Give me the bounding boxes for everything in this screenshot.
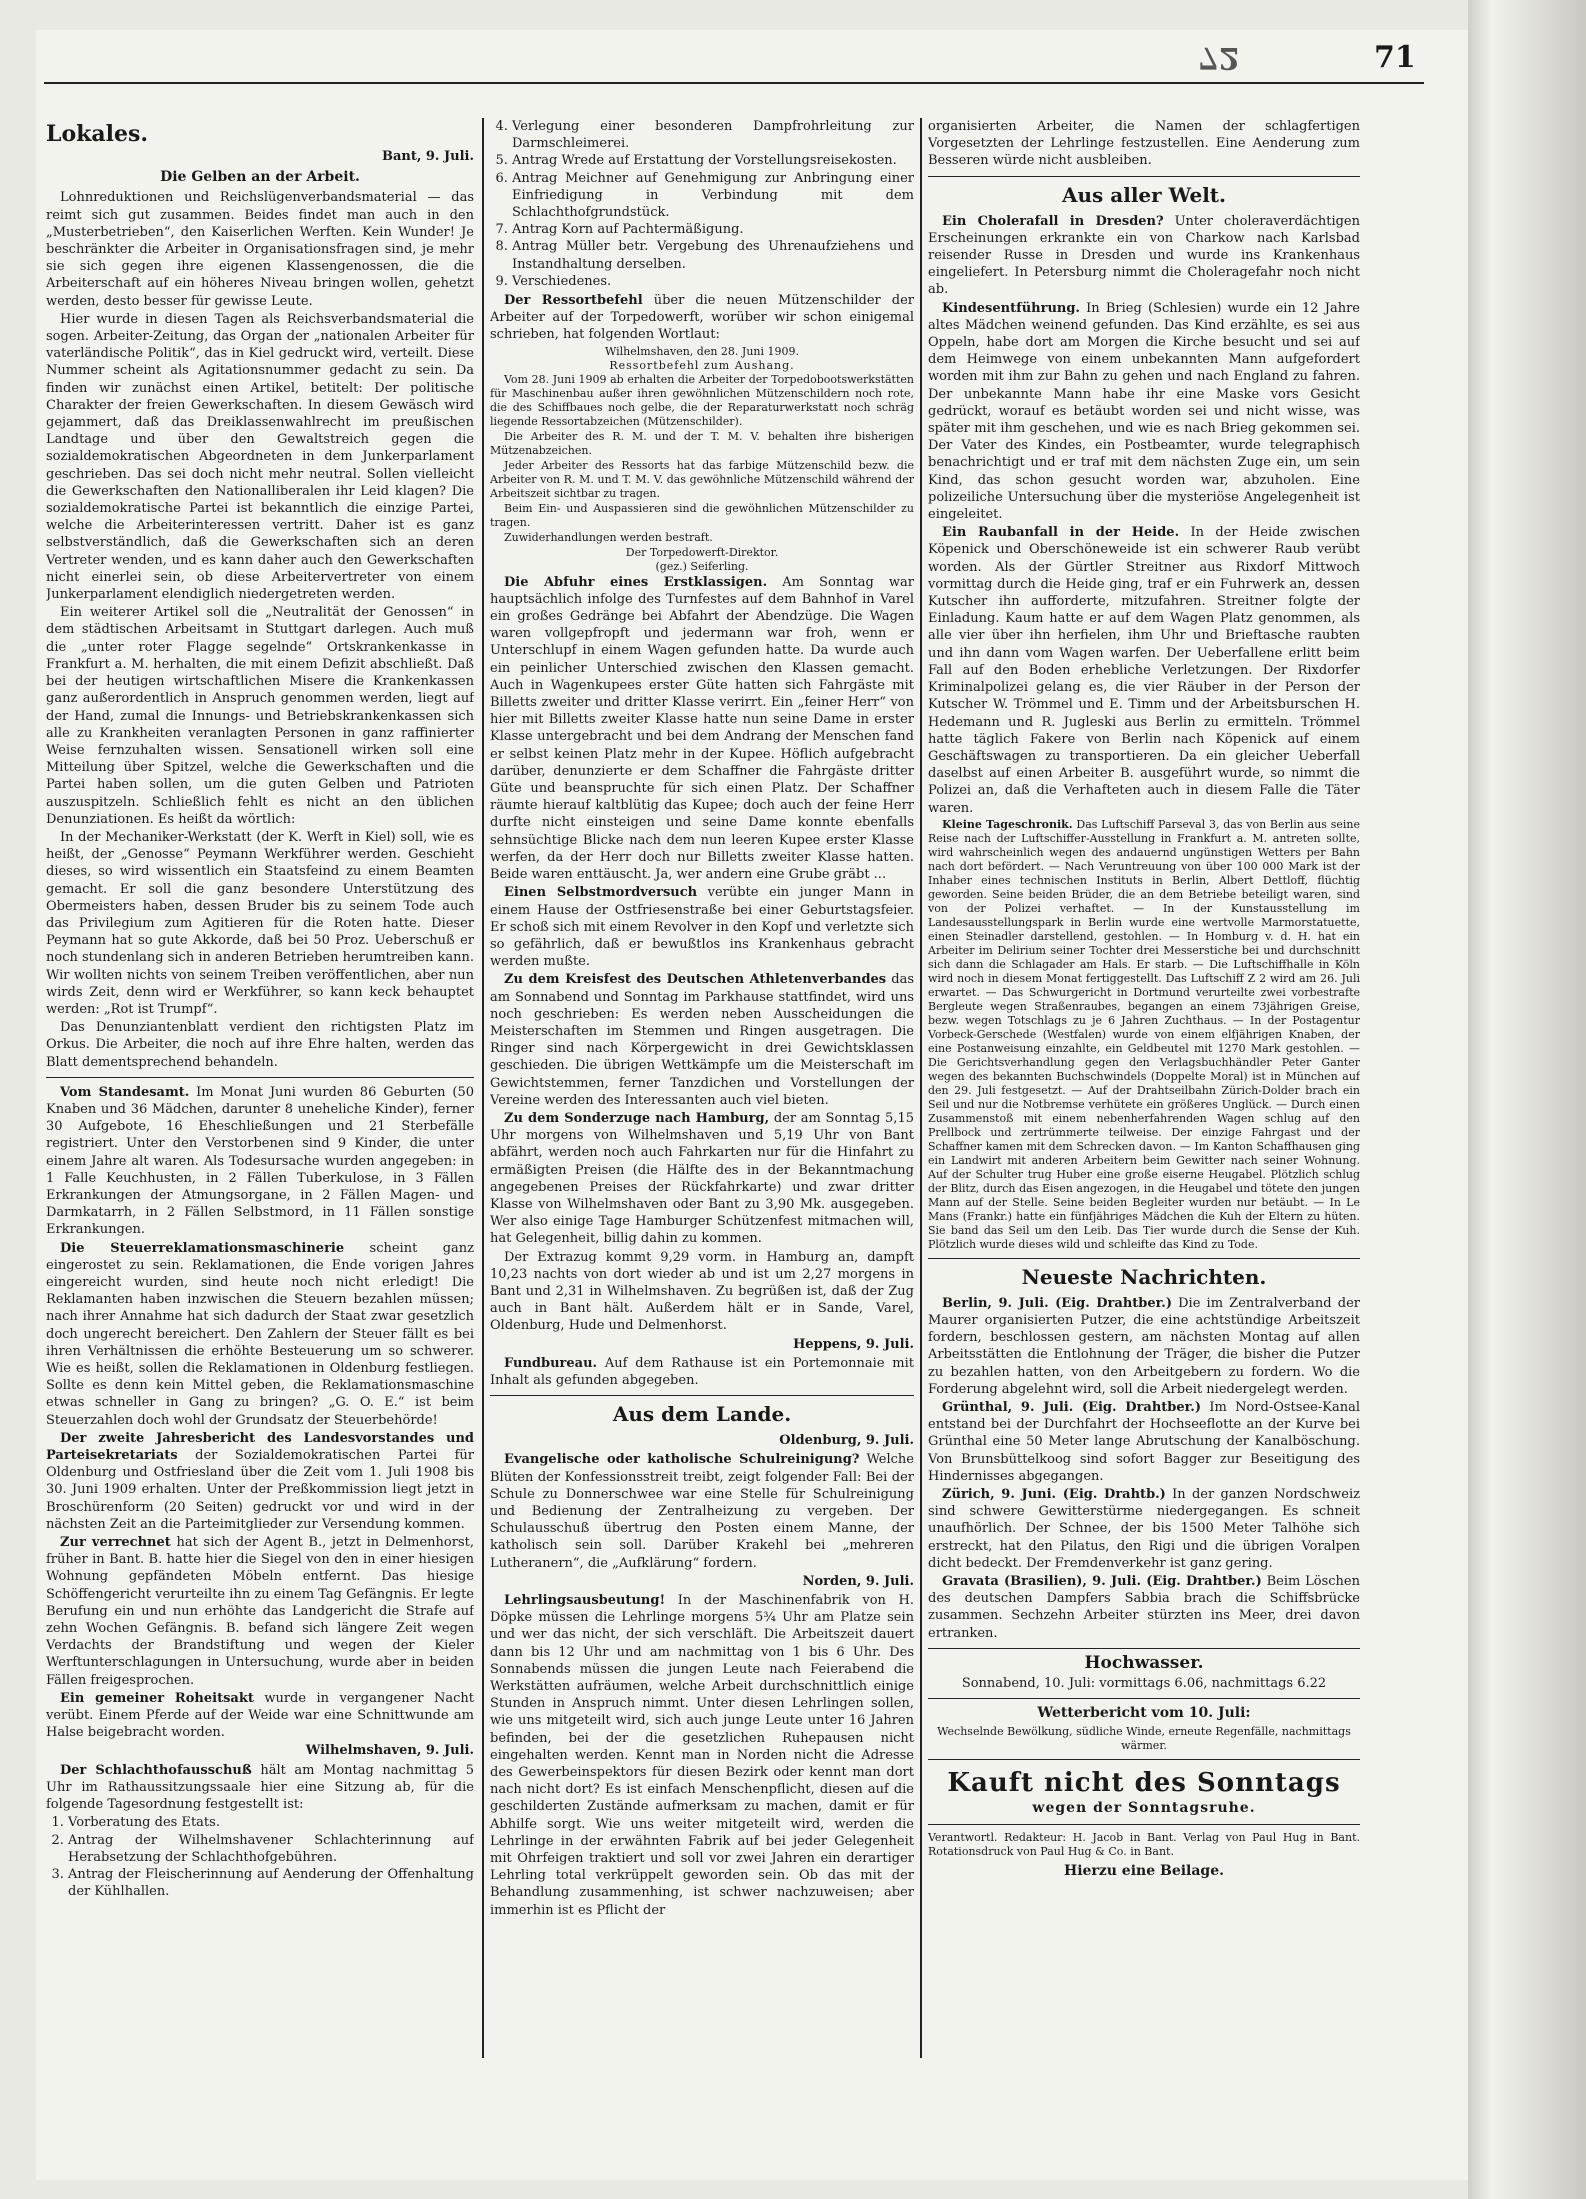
text: Unter choleraverdächtigen Erscheinungen erkrankte ein von Charkow nach Karlsbad reisender Russe in Dresden und wurde ins Krankenhaus eingeliefert. In Petersburg nimmt die Choleragefahr noch nicht ab. <box>928 213 1360 298</box>
list-item: 4. Verlegung einer besonderen Dampfrohrleitung zur Darmschleimerei. <box>512 118 914 152</box>
article-hamburg <box>490 1110 914 1248</box>
dateline-wilhelmshaven: Wilhelmshaven, 9. Juli. <box>305 1743 474 1759</box>
lead: Der Ressortbefehl <box>504 293 643 309</box>
section-title-neueste: Neueste Nachrichten. <box>1021 1264 1267 1289</box>
paragraph: Lohnreduktionen und Reichslügenverbandsmaterial — das reimt sich gut zusammen. Beides findet man auch in den „Musterbetrieben“, den Kaiserlichen Werften. Kein Wunder! Je beschränkter die Arbeiter in Organisationsfragen sind, je mehr sie sich gegen ihre eigenen Klassengenossen, die die Arbeiterschaft auf ein höheres Niveau bringen wollen, gehetzt werden, desto besser für gewisse Leute. <box>46 190 474 309</box>
text: Das Luftschiff Parseval 3, das von Berlin aus seine Reise nach der Luftschiffer-Ausstellung in Frankfurt a. M. antreten sollte, wird wahrscheinlich wegen des andauernd ungünstigen Wetters per Bahn nach dort befördert. — Nach Veruntreuung von über 100 000 Mark ist der Inhaber eines technischen Instituts in Berlin, Albert Dettloff, flüchtig geworden. Seine beiden Brüder, die an dem Betriebe beteiligt waren, sind von der Polizei verhaftet. — In der Kunstausstellung im Landesausstellungspark in Berlin wurde eine wertvolle Marmorstatuette, einen Steinadler darstellend, gestohlen. — In Homburg v. d. H. hat ein Arbeiter im Delirium seiner Tochter drei Messerstiche bei und durchschnitt sich dann die Schlagader am Hals. Er starb. — Die Luftschiffhalle in Köln wird noch in diesem Monat fertiggestellt. Das Luftschiff Z 2 wird am 26. Juli erwartet. — Das Schwurgericht in Dortmund verurteilte zwei vorbestrafte Bergleute wegen Straßenraubes, begangen an einem 73jährigen Greise, bezw. wegen Totschlags zu je 6 Jahren Zuchthaus. — In der Postagentur Vorbeck-Gerschede (Westfalen) wurde von einem elfjährigen Knaben, der eine Postanweisung einzahlte, ein Geldbeutel mit 1270 Mark gestohlen. — Die Gerichtsverhandlung gegen den Verlagsbuchhändler Peter Ganter wegen des bekannten Buchschwindels (Doppelte Moral) ist in München auf den 29. Juli festgesetzt. — Auf der Drahtseilbahn Zürich-Dolder brach ein Seil und nur die Notbremse verhütete ein größeres Unglück. — Durch einen Zusammenstoß mit einem nebenherfahrenden Wagen schlug auf den Prellbock und zertrümmerte teilweise. Der einzige Fahrgast und der Schaffner kamen mit dem Schrecken davon. — Im Kanton Schaffhausen ging ein Landwirt mit anderen Arbeitern beim Gewitter nach seiner Wohnung. Auf der Schulter trug Huber eine große eiserne Heugabel. Plötzlich schlug der Blitz, durch das Eisen angezogen, in die Heugabel und tötete den jungen Mann auf der Stelle. Seine beiden Begleiter wurden nur betäubt. — In Le Mans (Frankr.) hatte ein fünfjähriges Mädchen die Kuh der Eltern zu hüten. Sie band das Seil um den Leib. Das Tier wurde durch die Sense der Kuh. Plötzlich wurde dieses wild und schleifte das Kind zu Tode. <box>928 817 1360 1251</box>
separator <box>928 1258 1360 1259</box>
article-steuer <box>46 1240 474 1429</box>
advertisement-subline: wegen der Sonntagsruhe. <box>1032 1800 1256 1817</box>
lead: Der Schlachthofausschuß <box>60 1762 252 1778</box>
hochwasser-title: Hochwasser. <box>1084 1652 1204 1673</box>
paragraph: Das Denunziantenblatt verdient den richtigsten Platz im Orkus. Die Arbeiter, die noch auf ihre Ehre halten, werden das Blatt dementsprechend behandeln. <box>46 1020 474 1070</box>
page-number-bleedthrough: 72 <box>1198 40 1240 75</box>
lead: Kleine Tageschronik. <box>942 817 1073 831</box>
article-gruenthal <box>928 1399 1360 1485</box>
beilage-note: Hierzu eine Beilage. <box>1063 1862 1225 1879</box>
article-cholera <box>928 213 1360 299</box>
agenda-list-continued <box>490 118 914 290</box>
text: Am Sonntag war hauptsächlich infolge des Turnfestes auf dem Bahnhof in Varel ein großes Gedränge bei Abfahrt der Abendzüge. Die Wagen waren vollgepfropft und jedermann war froh, wenn er Unterschlupf in einem Wagen gefunden hatte. Da wurde auch ein peinlicher Unterschied zwischen den Klassen gemacht. Auch in Wagenkupees erster Güte hatten sich Fahrgäste mit Billetts zweiter und dritter Klasse verirrt. Ein „feiner Herr“ von hier mit Billetts zweiter Klasse hatte nun seine Dame in erster Klasse untergebracht und bei dem Andrang der Menschen fand er selbst keinen Platz mehr in der Kupee. Höflich aufgebracht darüber, denunzierte er dem Schaffner die Fahrgäste dritter Güte und beanspruchte für sich einen Platz. Der Schaffner räumte hierauf kaltblütig das Kupee; doch auch der feine Herr durfte nicht einsteigen und seine Dame konnte ebenfalls sehnsüchtige Blicke nach dem nun leeren Kupee erster Klasse werfen, da der Herr doch nur Billetts zweiter Klasse hatten. Beide waren enttäuscht. Ja, wer andern eine Grube gräbt ... <box>490 574 914 883</box>
paragraph: Hier wurde in diesen Tagen als Reichsverbandsmaterial die sogen. Arbeiter-Zeitung, das Organ der „nationalen Arbeiter für vaterländische Politik“, das in Kiel gedruckt wird, verteilt. Diese Nummer scheint als Agitationsnummer gedacht zu sein. Da finden wir zunächst einen Artikel, betitelt: Der politische Charakter der freien Gewerkschaften. In diesem Gewäsch wird gejammert, daß das Dreiklassenwahlrecht im preußischen Landtage und über den Gewaltstreich gegen die sozialdemokratischen Abgeordneten in dem Junkerparlament geschrieben. Das sei doch nicht mehr neutral. Sollen vielleicht die Gewerkschaften den Nationalliberalen ihr Leid klagen? Die sozialdemokratische Partei ist bekanntlich die einzige Partei, welche die Arbeiterinteressen vertritt. Daher ist es ganz selbstverständlich, daß die Gewerkschaften sich an deren Vertreter wenden, und es kann daher auch den Gewerkschaften nicht einerlei sein, ob diese Arbeitervertreter von einem Junkerparlament elendiglich niedergetreten werden. <box>46 311 474 603</box>
lead: Kindesentführung. <box>942 300 1080 316</box>
article-standesamt <box>46 1084 474 1239</box>
wetter-title: Wetterbericht vom 10. Juli: <box>1037 1705 1251 1722</box>
impressum: Verantwortl. Redakteur: H. Jacob in Bant. Verlag von Paul Hug in Bant. Rotationsdruck von Paul Hug & Co. in Bant. <box>928 1830 1360 1858</box>
page-number: 71 <box>1374 40 1416 75</box>
ressort-date: Wilhelmshaven, den 28. Juni 1909. <box>605 344 799 358</box>
ressort-text: Jeder Arbeiter des Ressorts hat das farbige Mützenschild bezw. die Arbeiter von R. M. und T. M. V. das gewöhnliche Mützenschild während der Arbeitszeit sichtbar zu tragen. <box>490 458 914 500</box>
text: In der Maschinenfabrik von H. Döpke müssen die Lehrlinge morgens 5¾ Uhr am Platze sein und wer das nicht, der sich verschläft. Die Arbeitszeit dauert dann bis 12 Uhr und am nachmittag von 1 bis 6 Uhr. Des Sonnabends müssen die jungen Leute nach Feierabend die Werkstätten aufräumen, welche Arbeit durchschnittlich einige Stunden in Anspruch nimmt. Unter diesen Lehrlingen sollen, wie uns mitgeteilt wird, sich auch junge Leute unter 16 Jahren befinden, bei der die gesetzlichen Ruhepausen nicht eingehalten werden. Kennt man in Norden nicht die Adresse des Gewerbeinspektors für diesen Bezirk oder kennt man dort nach nicht dort? Es ist einfach Menschenpflicht, diesen auf die geschilderten Zustände aufmerksam zu machen, damit er für Abhilfe sorgt. Wie uns weiter mitgeteilt wird, werden die Lehrlinge in der erwähnten Fabrik auf bei jeder Gelegenheit mit Ohrfeigen traktiert und soll vor zwei Jahren ein derartiger Lehrling total verkrüppelt geworden sein. Ob das mit der Behandlung zusammenhing, ist schwer nachzuweisen; aber immerhin ist es Pflicht der <box>490 1593 914 1918</box>
lead: Berlin, 9. Juli. (Eig. Drahtber.) <box>942 1295 1172 1311</box>
text: hält am Montag nachmittag 5 Uhr im Rathaussitzungssaale hier eine Sitzung ab, für die folgende Tagesordnung festgestellt ist: <box>46 1762 474 1813</box>
list-item: 7. Antrag Korn auf Pachtermäßigung. <box>512 221 914 238</box>
ressort-signature: Der Torpedowerft-Direktor. <box>625 545 779 559</box>
dateline-heppens: Heppens, 9. Juli. <box>793 1336 914 1352</box>
column-3 <box>928 118 1360 2078</box>
lead: Fundbureau. <box>504 1355 598 1371</box>
paragraph: In der Mechaniker-Werkstatt (der K. Werft in Kiel) soll, wie es heißt, der „Genosse“ Peymann Werkführer werden. Geschieht dieses, so wird wissentlich ein Staatsfeind zu einem Beamten gemacht. Er soll die ganz besondere Unterstützung des Obermeisters haben, dessen Bruder bis zu seinem Tode auch das Privilegium zum Agitieren für die Roten hatte. Dieser Peymann hat so gute Akkorde, daß bei 50 Proz. Ueberschuß er noch stundenlang sich in anderen Betrieben herumtreiben kann. Wir wollten nichts von seinem Treiben veröffentlichen, aber nun wirds Zeit, denn wird er Werkführer, so kann keck behauptet werden: „Rot ist Trumpf“. <box>46 829 474 1017</box>
separator <box>46 1077 474 1078</box>
list-item: 9. Verschiedenes. <box>512 273 914 290</box>
lead: Zu dem Kreisfest des Deutschen Athletenverbandes <box>504 972 887 988</box>
list-item: 1. Vorberatung des Etats. <box>68 1814 474 1831</box>
hochwasser-text: Sonnabend, 10. Juli: vormittags 6.06, nachmittags 6.22 <box>961 1675 1327 1691</box>
article-title-gelben: Die Gelben an der Arbeit. <box>160 169 360 186</box>
lead: Gravata (Brasilien), 9. Juli. (Eig. Drahtber.) <box>942 1573 1262 1589</box>
text: scheint ganz eingerostet zu sein. Reklamationen, die Ende vorigen Jahres eingereicht wurden, sind heute noch nicht erledigt! Die Reklamanten haben inzwischen die Steuern bezahlen müssen; nach ihrer Annahme hat sich dadurch der Staat zwar gesetzlich doch ungerecht bereichert. Den Zahlern der Steuer fällt es bei ihren Verhältnissen die erhöhte Besteuerung um so schwerer. Wie es heißt, sollen die Reklamationen in Oldenburg festliegen. Sollte es denn kein Mittel geben, die Reklamationsmaschine etwas schneller in Gang zu bringen? „G. O. E.“ ist beim Steuerzahlen doch wohl der Grundsatz der Steuerbehörde! <box>46 1240 474 1428</box>
article-tageschronik <box>928 818 1360 1252</box>
lead: Die Steuerreklamationsmaschinerie <box>60 1240 345 1256</box>
lead: Der zweite Jahresbericht des Landesvorstandes und Parteisekretariats <box>46 1430 474 1464</box>
text: Die im Zentralverband der Maurer organisierten Putzer, die eine achtstündige Arbeitszeit fordern, beschlossen gestern, am nächsten Montag auf allen Arbeitsstätten die Entlohnung der Träger, die bisher die Putzer zu bezahlen hatten, von den Arbeitgebern zu fordern. Wo die Forderung abgelehnt wird, soll die Arbeit niedergelegt werden. <box>928 1295 1360 1397</box>
separator <box>928 176 1360 177</box>
lead: Vom Standesamt. <box>60 1084 190 1100</box>
paragraph: organisierten Arbeiter, die Namen der schlagfertigen Vorgesetzten der Lehrlinge festzustellen. Eine Aenderung zum Besseren würde nicht ausbleiben. <box>928 119 1360 169</box>
article-kindesentfuehrung <box>928 300 1360 524</box>
dateline-oldenburg: Oldenburg, 9. Juli. <box>779 1433 914 1449</box>
separator <box>928 1648 1360 1649</box>
ressort-text: Die Arbeiter des R. M. und der T. M. V. behalten ihre bisherigen Mützenabzeichen. <box>490 429 914 457</box>
text: hat sich der Agent B., jetzt in Delmenhorst, früher in Bant. B. hatte hier die Siegel von den in einer hiesigen Wohnung gepfändeten Möbeln entfernt. Das hiesige Schöffengericht verurteilte ihn zu einem Tag Gefängnis. Er legte Berufung ein und nun erhöhte das Landgericht die Strafe auf zehn Wochen Gefängnis. B. befand sich längere Zeit wegen Verdachts der Brandstiftung und wegen der Kieler Werftunterschlagungen in Untersuchung, wurde aber in beiden Fällen freigesprochen. <box>46 1535 474 1688</box>
article-erstklassig <box>490 574 914 884</box>
list-item: 8. Antrag Müller betr. Vergebung des Uhrenaufziehens und Instandhaltung derselben. <box>512 238 914 272</box>
text: verübte ein junger Mann in einem Hause der Ostfriesenstraße bei einer Geburtstagsfeier. Er schoß sich mit einem Revolver in den Kopf und verletzte sich so gefährlich, daß er bewußtlos ins Krankenhaus gebracht werden mußte. <box>490 885 914 970</box>
text: Welche Blüten der Konfessionsstreit treibt, zeigt folgender Fall: Bei der Schule zu Donnerschwee war eine Stelle für Schulreinigung und Bedienung der Zentralheizung zu vergeben. Der Schulausschuß übertrug den Posten einem Manne, der katholisch sein soll. Darüber Krakehl bei „mehreren Lutheranern“, die „Aufklärung“ fordern. <box>490 1452 914 1571</box>
ressort-text: Vom 28. Juni 1909 ab erhalten die Arbeiter der Torpedobootswerkstätten für Maschinenbau außer ihren gewöhnlichen Mützenschildern noch rote, die des Schiffbaues noch gelbe, die der Reparaturwerkstatt noch schräg liegende Ressortabzeichen (Mützenschilder). <box>490 372 914 428</box>
article-raubanfall <box>928 524 1360 816</box>
lead: Evangelische oder katholische Schulreinigung? <box>504 1452 860 1468</box>
column-1 <box>46 118 474 2058</box>
separator <box>928 1698 1360 1699</box>
dateline-bant: Bant, 9. Juli. <box>381 149 474 164</box>
lead: Zur verrechnet <box>60 1535 171 1551</box>
text: über die neuen Mützenschilder der Arbeiter auf der Torpedowerft, worüber wir schon einigemal schrieben, hat folgenden Wortlaut: <box>490 293 914 343</box>
separator <box>490 1395 914 1396</box>
column-divider-2 <box>920 118 922 2058</box>
advertisement-headline: Kauft nicht des Sonntags <box>947 1768 1341 1799</box>
column-divider-1 <box>482 118 484 2058</box>
text: In Brieg (Schlesien) wurde ein 12 Jahre altes Mädchen weinend gefunden. Das Kind erzählte, es sei aus Oppeln, habe dort am Morgen die Kirche besucht und sei auf dem Heimwege von einem unbekannten Mann aufgefordert worden mit ihm zur Bahn zu gehen und nach England zu fahren. Der unbekannte Mann habe ihr eine Maske vors Gesicht gedrückt, worauf es betäubt worden sei und nicht wisse, was später mit ihm geschehen, und wie es nach Brieg gekommen sei. Der Vater des Kindes, ein Postbeamter, wurde telegraphisch benachrichtigt und er traf mit dem nächsten Zuge ein, um sein Kind, das schon gesucht worden war, abzuholen. Eine polizeiliche Untersuchung über die mysteriöse Angelegenheit ist eingeleitet. <box>928 300 1360 523</box>
lead: Grünthal, 9. Juli. (Eig. Drahtber.) <box>942 1399 1201 1415</box>
lead: Ein gemeiner Roheitsakt <box>60 1690 254 1706</box>
article-gravata <box>928 1573 1360 1642</box>
column-2 <box>490 118 914 2058</box>
article-roheit <box>46 1690 474 1742</box>
ressort-heading: Ressortbefehl zum Aushang. <box>609 358 795 372</box>
article-agent <box>46 1534 474 1689</box>
ressort-signature: (gez.) Seiferling. <box>655 559 749 573</box>
article-berlin <box>928 1295 1360 1398</box>
text: Im Monat Juni wurden 86 Geburten (50 Knaben und 36 Mädchen, darunter 8 uneheliche Kinder), ferner 30 Aufgebote, 16 Eheschließungen und 21 Sterbefälle registriert. Unter den Verstorbenen sind 9 Kinder, die unter einem Jahre alt waren. Als Todesursache wurden angegeben: in 1 Falle Keuchhusten, in 2 Fällen Tuberkulose, in 3 Fällen Erkrankungen der Atmungsorgane, in 2 Fällen Magen- und Darmkatarrh, in 2 Fällen Selbstmord, in 11 Fällen sonstige Erkrankungen. <box>46 1084 474 1238</box>
paragraph: Der Extrazug kommt 9,29 vorm. in Hamburg an, dampft 10,23 nachts von dort wieder ab und ist um 2,27 morgens in Bant und 2,31 in Wilhelmshaven. Zu begrüßen ist, daß der Zug auch in Bant hält. Außerdem hält er in Sande, Varel, Oldenburg, Hude und Delmenhorst. <box>490 1249 914 1334</box>
dateline-norden: Norden, 9. Juli. <box>802 1573 914 1589</box>
lead: Zürich, 9. Juni. (Eig. Drahtb.) <box>942 1486 1166 1502</box>
lead: Ein Raubanfall in der Heide. <box>942 525 1180 541</box>
lead: Die Abfuhr eines Erstklassigen. <box>504 574 768 590</box>
agenda-list <box>46 1814 474 1900</box>
section-title-lande: Aus dem Lande. <box>612 1402 792 1427</box>
separator <box>928 1824 1360 1825</box>
article-selbstmord <box>490 884 914 970</box>
section-title-welt: Aus aller Welt. <box>1061 182 1226 207</box>
text: der am Sonntag 5,15 Uhr morgens von Wilhelmshaven und 5,19 Uhr von Bant abfährt, werden noch auch Fahrkarten nur für die Hinfahrt zu ermäßigten Preisen (die Hälfte des in der Bekanntmachung angegebenen Preises der Rückfahrkarte) und zwar dritter Klasse von Wilhelmshaven oder Bant zu 3,90 Mk. ausgegeben. Wer also einige Tage Hamburger Schützenfest mitmachen will, hat Gelegenheit, billig dahin zu kommen. <box>490 1110 914 1247</box>
list-item: 2. Antrag der Wilhelmshavener Schlachterinnung auf Herabsetzung der Schlachthofgebühren. <box>68 1832 474 1866</box>
book-spine <box>1468 0 1586 2199</box>
lead: Ein Cholerafall in Dresden? <box>942 213 1164 229</box>
article-schlachthof <box>46 1762 474 1814</box>
article-fundbureau <box>490 1355 914 1389</box>
article-lehrlinge <box>490 1592 914 1919</box>
article-schulreinigung <box>490 1451 914 1571</box>
text: In der ganzen Nordschweiz sind schwere Gewitterstürme niedergegangen. Es schneit unaufhörlich. Der Schnee, der bis 1500 Meter Talhöhe sich erstreckt, hat den Pilatus, den Rigi und die übrigen Voralpen dicht bedeckt. Der Fremdenverkehr ist ganz gering. <box>928 1486 1360 1571</box>
text: wurde in vergangener Nacht verübt. Einem Pferde auf der Weide war eine Schnittwunde am Halse beigebracht worden. <box>46 1690 474 1741</box>
list-item: 5. Antrag Wrede auf Erstattung der Vorstellungsreisekosten. <box>512 152 914 169</box>
text: das am Sonnabend und Sonntag im Parkhause stattfindet, wird uns noch geschrieben: Es werden neben Ausscheidungen die Meisterschaften im Stemmen und Ringen ausgetragen. Die Ringer sind nach Körpergewicht in drei Gewichtsklassen geschieden. Die übrigen Wettkämpfe um die Meisterschaft im Gewichtstemmen, ferner Tanzdichen und Vorstellungen der Vereine werden des Interessanten auch viel bieten. <box>490 972 914 1108</box>
header-rule <box>44 82 1424 84</box>
separator <box>928 1759 1360 1760</box>
list-item: 6. Antrag Meichner auf Genehmigung zur Anbringung einer Einfriedigung in Verbindung mit dem Schlachthofgrundstück. <box>512 170 914 222</box>
list-item: 3. Antrag der Fleischerinnung auf Aenderung der Offenhaltung der Kühlhallen. <box>68 1866 474 1900</box>
ressort-text: Beim Ein- und Auspassieren sind die gewöhnlichen Mützenschilder zu tragen. <box>490 501 914 529</box>
article-athleten <box>490 971 914 1109</box>
section-title-lokales: Lokales. <box>46 121 149 147</box>
article-zuerich <box>928 1486 1360 1572</box>
lead: Zu dem Sonderzuge nach Hamburg, <box>504 1110 770 1126</box>
text: In der Heide zwischen Köpenick und Oberschöneweide ist ein schwerer Raub verübt worden. Als der Gürtler Streitner aus Rixdorf Mittwoch vormittag durch die Heide ging, traf er ein Fuhrwerk an, dessen Kutscher ihn aufforderte, mitzufahren. Streitner folgte der Einladung. Kaum hatte er auf dem Wagen Platz genommen, als alle vier über ihn herfielen, ihm Uhr und Brieftasche raubten und ihn dann vom Wagen warfen. Der Ueberfallene erlitt beim Fall auf den Boden erhebliche Verletzungen. Der Rixdorfer Kriminalpolizei gelang es, die vier Räuber in der Person der Kutscher W. Trömmel und E. Timm und der Arbeitsburschen H. Hedemann und R. Jugleski aus Berlin zu ermitteln. Trömmel hatte täglich Fakere von Berlin nach Köpenick auf einem Geschäftswagen zu transportieren. Da ein gleicher Ueberfall daselbst auf einen Arbeiter B. ausgeführt wurde, so nimmt die Polizei an, daß die Verhafteten auch in diesem Falle die Täter waren. <box>928 525 1360 816</box>
article-ressortbefehl <box>490 292 914 344</box>
ressort-text: Zuwiderhandlungen werden bestraft. <box>504 530 713 544</box>
lead: Lehrlingsausbeutung! <box>504 1593 666 1609</box>
text: der Sozialdemokratischen Partei für Oldenburg und Ostfriesland über die Zeit vom 1. Juli 1908 bis 30. Juni 1909 erhalten. Unter der Preßkommission liegt jetzt in Broschürenform (20 Seiten) gedruckt vor und wird in der nächsten Zeit an die Parteimitglieder zur Versendung kommen. <box>46 1448 474 1532</box>
text: Im Nord-Ostsee-Kanal entstand bei der Durchfahrt der Hochseeflotte an der Kurve bei Grünthal eine 50 Meter lange Abrutschung der Kanalböschung. Von Brunsbüttelkoog sind sofort Bagger zur Beseitigung des Hindernisses abgegangen. <box>928 1399 1360 1484</box>
wetter-text: Wechselnde Bewölkung, südliche Winde, erneute Regenfälle, nachmittags wärmer. <box>937 1725 1351 1753</box>
lead: Einen Selbstmordversuch <box>504 885 698 901</box>
text: Beim Löschen des deutschen Dampfers Sabbia brach die Schiffsbrücke zusammen. Sechzehn Arbeiter stürzten ins Meer, drei davon ertranken. <box>928 1573 1360 1641</box>
paragraph: Ein weiterer Artikel soll die „Neutralität der Genossen“ in dem städtischen Arbeitsamt in Stuttgart darlegen. Auch muß die „unter roter Flagge segelnde“ Ortskrankenkasse in Frankfurt a. M. herhalten, die mit einem Defizit abschließt. Daß bei der heutigen wirtschaftlichen Misere die Krankenkassen ganz außerordentlich in Anspruch genommen werden, liegt auf der Hand, zumal die Innungs- und Betriebskrankenkassen sich alle zu Krankheiten veranlagten Personen in ganz raffinierter Weise fernzuhalten wissen. Sensationell wirken soll eine Mitteilung über Spitzel, welche die Gewerkschaften und die Partei haben sollen, um die guten Gelben und Patrioten auszuspitzeln. Schließlich fehlt es nicht an den üblichen Denunziationen. Es heißt da wörtlich: <box>46 605 474 827</box>
text: Auf dem Rathause ist ein Portemonnaie mit Inhalt als gefunden abgegeben. <box>490 1355 914 1388</box>
article-jahresbericht <box>46 1430 474 1533</box>
